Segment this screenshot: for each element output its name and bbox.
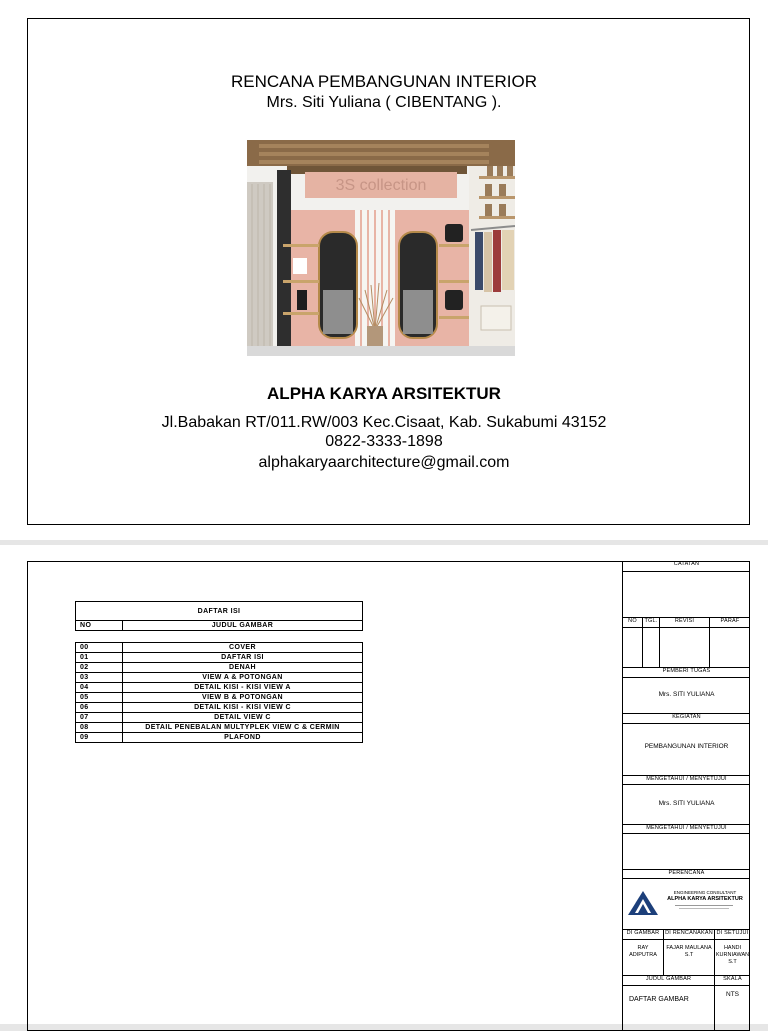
cover-client: Mrs. Siti Yuliana ( CIBENTANG ). (266, 94, 502, 111)
judul-header (623, 975, 750, 985)
toc-judul: DETAIL PENEBALAN MULTYPLEK VIEW C & CERMIN (123, 723, 363, 733)
cover-title: RENCANA PEMBANGUNAN INTERIOR (230, 72, 538, 91)
table-row (76, 643, 363, 653)
catatan-area (623, 571, 750, 617)
pemberi-tugas-label: PEMBERI TUGAS (623, 667, 750, 677)
pemberi-tugas-value: Mrs. SITI YULIANA (623, 677, 750, 713)
company-logo-icon (626, 889, 660, 917)
table-row (76, 673, 363, 683)
perencana-logo-area (623, 878, 750, 929)
toc-judul: PLAFOND (123, 733, 363, 743)
table-row (76, 723, 363, 733)
company-email[interactable]: alphakaryaarchitecture@gmail.com (258, 454, 510, 471)
planner-name-1: FAJAR MAULANA (666, 945, 712, 951)
company-address: Jl.Babakan RT/011.RW/003 Kec.Cisaat, Kab. Sukabumi 43152 (161, 414, 607, 431)
toc-header-table (75, 601, 363, 631)
company-name: ALPHA KARYA ARSITEKTUR (267, 384, 501, 403)
catatan-label: CATATAN (673, 561, 700, 567)
table-row (76, 693, 363, 703)
revision-header (623, 617, 750, 627)
judul-gambar-label: JUDUL GAMBAR (645, 976, 692, 982)
rev-no-label: NO (628, 618, 637, 624)
di-rencanakan-label: DI RENCANAKAN (663, 930, 714, 939)
toc-title: DAFTAR ISI (76, 602, 363, 621)
table-row (76, 713, 363, 723)
toc-no: 09 (76, 733, 123, 743)
mengetahui-label-2: MENGETAHUI / MENYETUJUI (623, 824, 750, 833)
catatan-header (623, 561, 750, 571)
toc-no: 04 (76, 683, 123, 693)
toc-no: 03 (76, 673, 123, 683)
toc-judul: DETAIL KISI - KISI VIEW A (123, 683, 363, 693)
company-phone: 0822-3333-1898 (325, 433, 443, 450)
kegiatan-label: KEGIATAN (623, 713, 750, 723)
mengetahui-label-1: MENGETAHUI / MENYETUJUI (623, 775, 750, 784)
toc-judul: DAFTAR ISI (123, 653, 363, 663)
render-shop-sign: 3S collection (335, 177, 427, 194)
table-row (76, 683, 363, 693)
table-row (76, 733, 363, 743)
toc-no: 05 (76, 693, 123, 703)
toc-judul: DETAIL VIEW C (123, 713, 363, 723)
toc-judul: VIEW B & POTONGAN (123, 693, 363, 703)
signoff-header (623, 929, 750, 939)
perencana-label: PERENCANA (623, 869, 750, 878)
toc-table (75, 642, 363, 743)
contents-page (0, 545, 768, 1024)
rev-tgl-label: TGL. (642, 618, 659, 627)
approver-name-2: KURNIAWAN (715, 952, 750, 958)
judul-gambar-value: DAFTAR GAMBAR (629, 996, 689, 1003)
toc-no: 01 (76, 653, 123, 663)
rev-paraf-label: PARAF (709, 618, 750, 627)
toc-judul: COVER (123, 643, 363, 653)
toc-col-judul: JUDUL GAMBAR (123, 621, 363, 631)
logo-line-2: ALPHA KARYA ARSITEKTUR (667, 896, 743, 902)
toc-col-no: NO (76, 621, 123, 631)
kegiatan-value: PEMBANGUNAN INTERIOR (623, 723, 750, 775)
di-gambar-label: DI GAMBAR (626, 930, 660, 936)
mengetahui-value-1: Mrs. SITI YULIANA (623, 784, 750, 824)
drawer-name-1: RAY (637, 945, 649, 951)
table-row (76, 653, 363, 663)
judul-values (623, 985, 750, 1031)
toc-no: 07 (76, 713, 123, 723)
logo-line-1: ENGINEERING CONSULTANT (673, 890, 737, 895)
table-row (76, 663, 363, 673)
toc-judul: DETAIL KISI - KISI VIEW C (123, 703, 363, 713)
approver-name-1: HANDI (723, 945, 742, 951)
title-block (622, 561, 751, 1031)
toc-no: 02 (76, 663, 123, 673)
interior-render-image (247, 140, 515, 356)
toc-judul: VIEW A & POTONGAN (123, 673, 363, 683)
toc-no: 08 (76, 723, 123, 733)
mengetahui-area-2 (623, 833, 750, 869)
rev-revisi-label: REVISI (659, 618, 709, 627)
signoff-names (623, 939, 750, 975)
toc-judul: DENAH (123, 663, 363, 673)
toc-no: 06 (76, 703, 123, 713)
skala-label: SKALA (714, 976, 750, 985)
di-setujui-label: DI SETUJUI (714, 930, 750, 939)
drawer-name-2: ADIPUTRA (629, 952, 657, 958)
revision-area (623, 627, 750, 667)
approver-name-3: S.T (728, 959, 737, 965)
toc-no: 00 (76, 643, 123, 653)
planner-name-2: S.T (684, 952, 694, 958)
skala-value: NTS (714, 986, 750, 1031)
table-row (76, 703, 363, 713)
